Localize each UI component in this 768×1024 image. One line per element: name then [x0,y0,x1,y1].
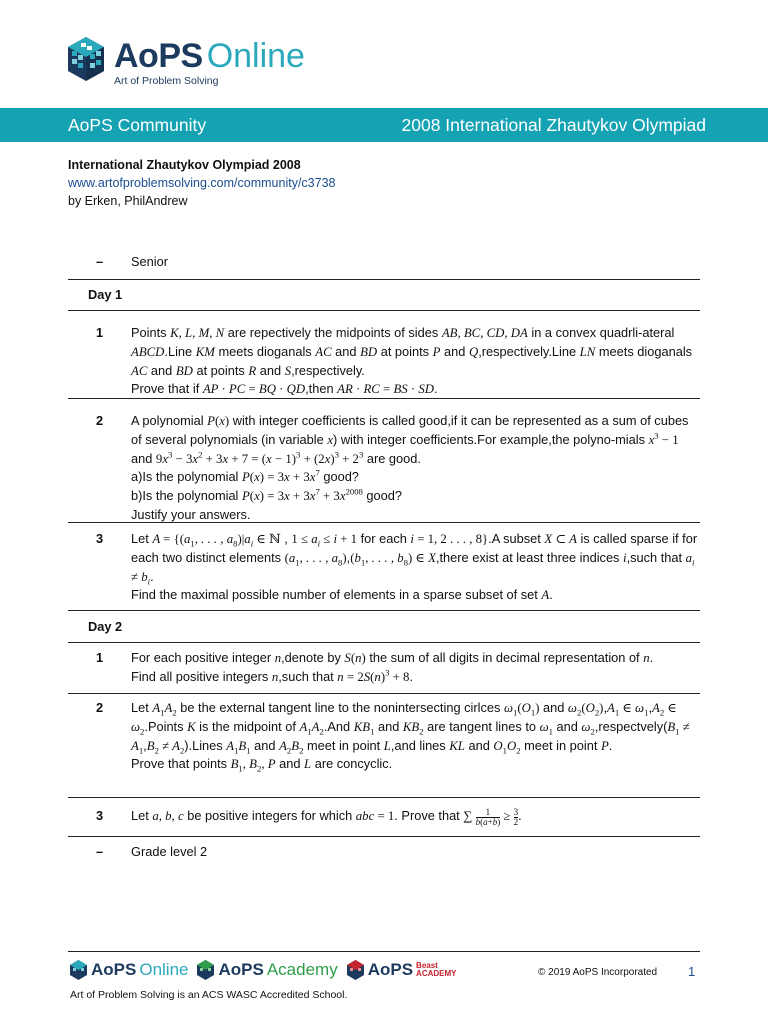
section-row-day2 [68,611,700,642]
document-title: International Zhautykov Olympiad 2008 [68,158,301,172]
problem-statement: Let $A_1A_2$ be the external tangent line to the nonintersecting cirlces $\omega_1(O_1)$ and $\omega_2(O_2),A_1$ ∈ $\omega_1,A_2$ ∈ $\omega_2.Points$ K is the midpoint of $A_1A_2.And$ $KB_1$ and $KB_2$ are tangent lines to $\omega_1$ and $\omega_2,respectvely(B_1 \ne A_1,B_2$ ≠ $A_2).Lines$ $A_1B_1$ and $A_2B_2$ meet in point L,and lines KL and $O_1O_2$ meet in point P. Prove that points $B_1$, $B_2$, P and L are concyclic. [131,700,690,774]
aops-online-logo[interactable] [66,36,305,87]
section-row-senior [68,244,700,279]
problem-row [68,694,700,797]
footer-logos [70,960,466,980]
aops-cube-icon [66,36,106,82]
contest-title: 2008 International Zhautykov Olympiad [401,114,706,135]
logo-brand: AoPS [114,37,203,75]
aops-cube-icon [70,960,87,980]
academy-cube-icon [197,960,214,980]
beast-wordmark [416,962,456,978]
academy-word: ACADEMY [416,969,457,978]
footer-logo-aops-online[interactable] [70,960,188,980]
problem-number: 3 [95,808,104,823]
footer-logo-brand: AoPS [367,960,414,979]
problem-row [68,523,700,610]
authors-line: by Erken, PhilAndrew [68,194,188,208]
footer-logo-beast-academy[interactable] [347,960,457,980]
logo-suffix: Online [206,37,305,75]
day-label: Day 1 [88,287,123,302]
logo-tagline: Art of Problem Solving [114,75,219,87]
community-link[interactable]: www.artofproblemsolving.com/community/c3738 [68,176,336,190]
accreditation-note: Art of Problem Solving is an ACS WASC Accredited School. [70,989,348,1001]
section-label: Grade level 2 [131,844,208,859]
document-info [68,156,335,210]
problem-number: 1 [95,325,104,340]
problem-statement: A polynomial P(x) with integer coefficients is called good,if it can be represented as a sum of cubes of several polynomials (in variable x) with integer coefficients.For example,the polyno-mials $x^3 - 1$ and $9x^3 - 3x^2 + 3x + 7 = (x - 1)^3 + (2x)^3 + 2^3$ are good. a)Is the polynomial $P(x) = 3x + 3x^7$ good? b)Is the polynomial $P(x) = 3x + 3x^7 + 3x^{2008}$ good? Justify your answers. [131,413,689,522]
problem-row [68,643,700,693]
header-bar [0,108,768,142]
section-dash: – [95,844,104,859]
footer-logo-suffix: Online [139,960,189,979]
beast-cube-icon [347,960,364,980]
problem-number: 2 [95,413,104,428]
problem-number: 1 [95,650,104,665]
problem-row [68,798,700,836]
problem-row [68,399,700,522]
footer-logo-suffix: Academy [266,960,338,979]
problem-statement: Let a, b, c be positive integers for which abc = 1. Prove that ∑ $\frac{1}{b(a+b)}$ ≥ $\frac{3}{2}$ . [131,806,522,827]
community-label[interactable]: AoPS Community [68,114,207,135]
day-label: Day 2 [88,619,123,634]
section-row-grade [68,837,700,867]
problem-number: 3 [95,531,104,546]
page-number: 1 [688,964,696,979]
problem-number: 2 [95,700,104,715]
problem-statement: For each positive integer n,denote by S(n) the sum of all digits in decimal representation of n. Find all positive integers n,such that $n = 2S(n)^3 + 8$. [131,650,654,684]
footer-logo-brand: AoPS [91,960,137,979]
section-label: Senior [131,254,168,269]
problem-statement: Let $A = \{(a_1$, . . . , $a_8)|a_i$ ∈ ℕ , $1 \le a_i \le i + 1$ for each i = 1, 2 . . . , 8}.A subset X ⊂ A is called sparse if for each two distinct elements ($a_1$, . . . , $a_8),(b_1$, . . . , $b_8$) ∈ X,there exist at least three indices i,such that $a_i \ne b_i$. Find the maximal possible number of elements in a sparse subset of set A. [131,531,698,603]
problem-row [68,311,700,398]
footer-divider [68,951,700,952]
section-row-day1 [68,280,700,310]
beast-word: Beast [416,961,438,970]
footer-logo-aops-academy[interactable] [197,960,337,980]
copyright: © 2019 AoPS Incorporated [538,967,658,978]
footer-logo-brand: AoPS [218,960,264,979]
problem-table [68,244,700,867]
section-dash: – [95,254,104,269]
problem-statement: Points K, L, M, N are repectively the midpoints of sides AB, BC, CD, DA in a convex quadrli-ateral ABCD.Line KM meets dioganals AC and BD at points P and Q,respectively.Line LN meets dioganals AC and BD at points R and S,respectively. Prove that if AP · PC = BQ · QD,then AR · RC = BS · SD. [131,325,693,397]
